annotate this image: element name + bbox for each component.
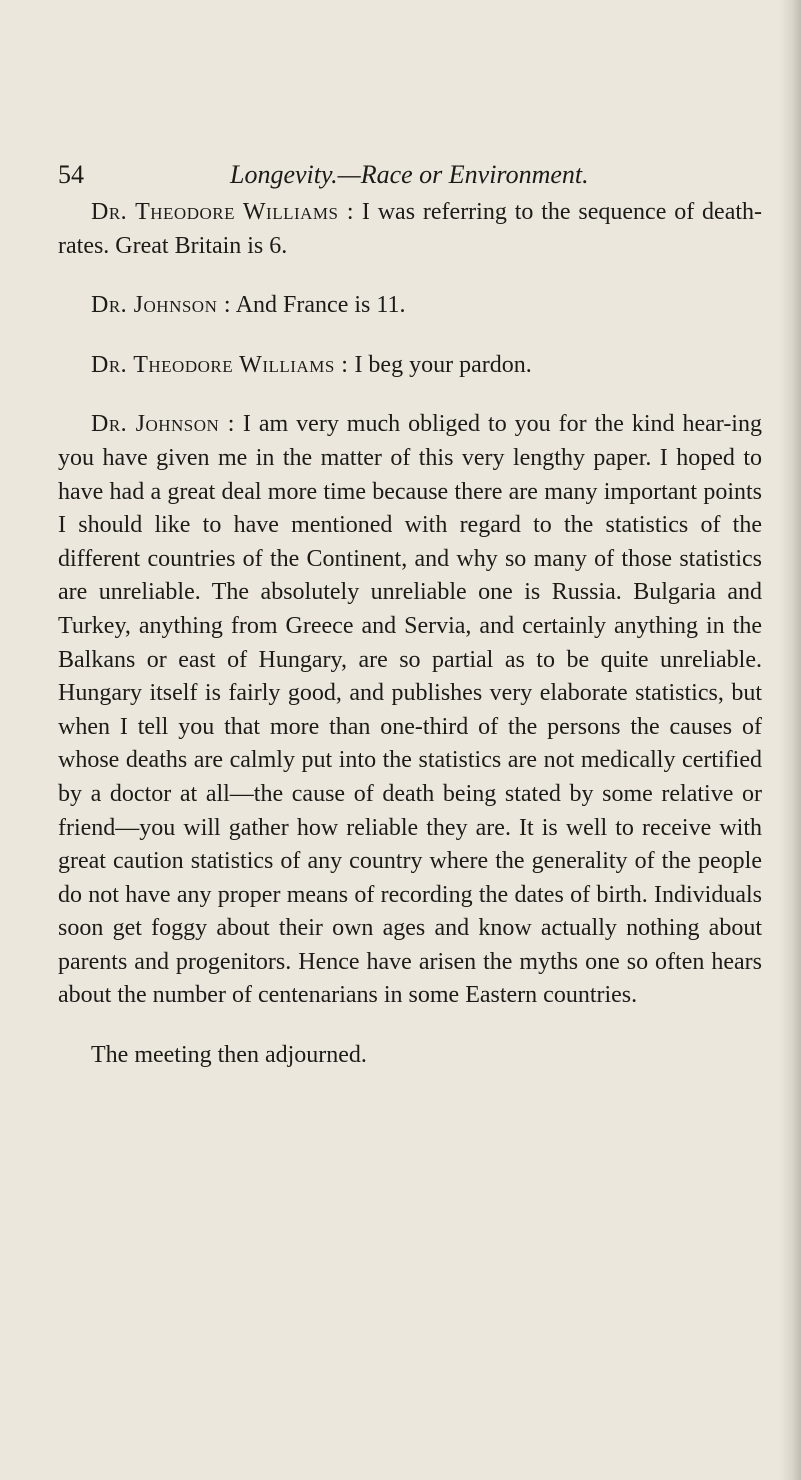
page-header — [58, 158, 758, 192]
speaker-name: Dr. Theodore Williams : — [91, 199, 355, 225]
paragraph-text: I am very much obliged to you for the kind hear-ing you have given me in the matter of this very lengthy paper. I hoped to have had a great deal more time because there are many important points I should like to have mentioned with regard to the statistics of the different countries of the Continent, and why so many of those statistics are unreliable. The absolutely unreliable one is Russia. Bulgaria and Turkey, anything from Greece and Servia, and certainly anything in the Balkans or east of Hungary, are so partial as to be quite unreliable. Hungary itself is fairly good, and publishes very elaborate statistics, but when I tell you that more than one-third of the persons the causes of whose deaths are calmly put into the statistics are not medically certified by a doctor at all—the cause of death being stated by some relative or friend—you will gather how reliable they are. It is well to receive with great caution statistics of any country where the generality of the people do not have any proper means of recording the dates of birth. Individuals soon get foggy about their own ages and know actually nothing about parents and progenitors. Hence have arisen the myths one so often hears about the number of centenarians in some Eastern countries. — [58, 411, 762, 1009]
page-edge-shadow — [779, 0, 801, 1480]
paragraph — [58, 196, 762, 263]
paragraph-text: I beg your pardon. — [354, 351, 532, 378]
speaker-name: Dr. Johnson : — [91, 292, 232, 319]
page-number: 54 — [58, 160, 84, 189]
paragraph — [58, 1039, 762, 1073]
paragraph-text: I was referring to the sequence of death-rates. Great Britain is 6. — [58, 199, 763, 259]
speaker-name: Dr. Johnson : — [91, 411, 235, 438]
speaker-name: Dr. Theodore Williams : — [91, 351, 349, 378]
paragraph-text: And France is 11. — [235, 292, 406, 319]
paragraph-text: The meeting then adjourned. — [91, 1042, 367, 1069]
paragraph — [58, 289, 762, 323]
running-title: Longevity.—Race or Environment. — [230, 160, 589, 189]
paragraph — [58, 349, 762, 383]
paragraph — [58, 408, 762, 1013]
body-text — [58, 196, 762, 1073]
